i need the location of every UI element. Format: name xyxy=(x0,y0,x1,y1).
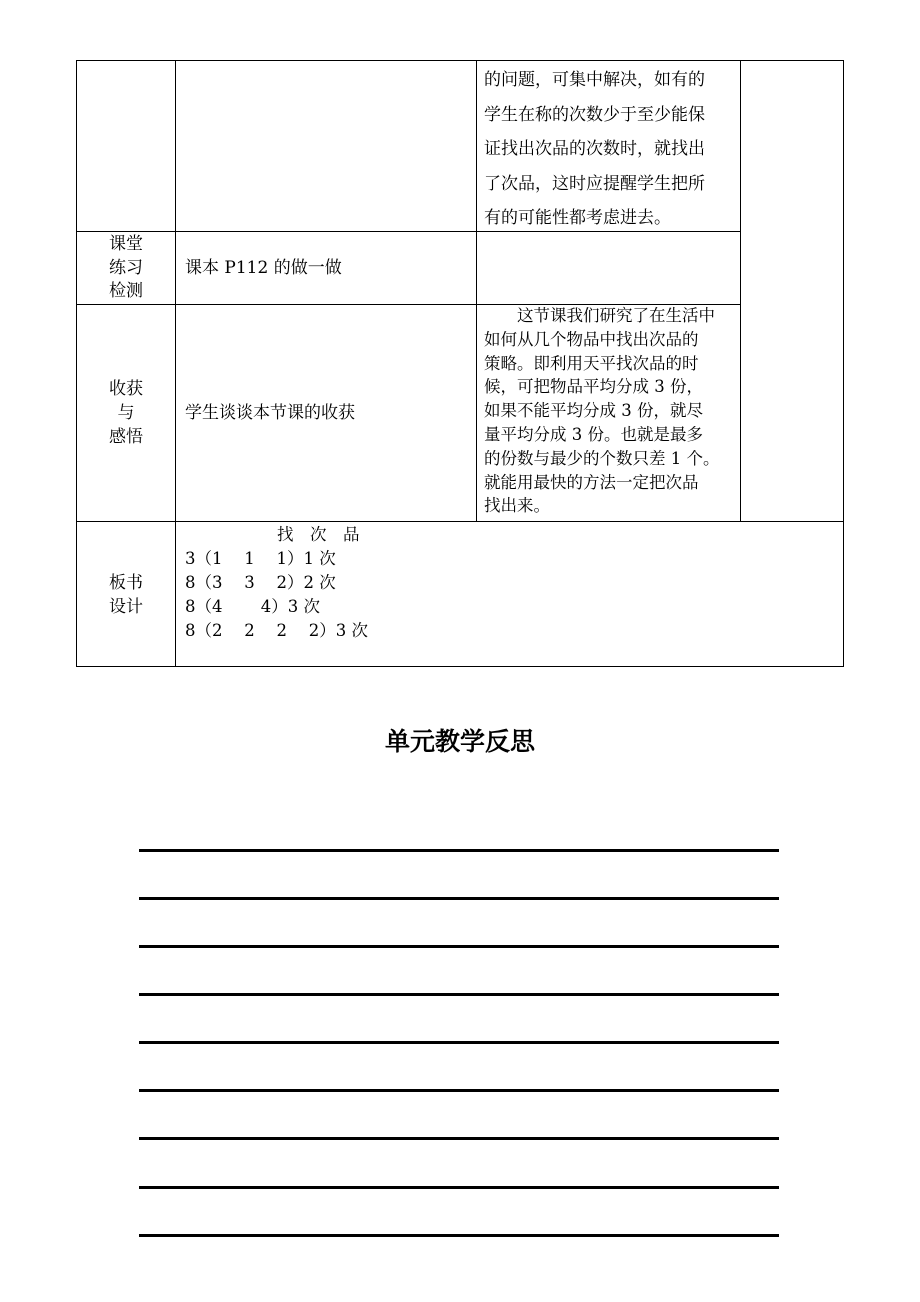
table-top-border xyxy=(76,60,843,61)
board-line: 8（3 3 2）2 次 xyxy=(185,573,336,592)
row3-label: 收获 与 感悟 xyxy=(109,379,143,447)
text-line: 策略。即利用天平找次品的时 xyxy=(484,353,699,373)
text-line: 学生在称的次数少于至少能保 xyxy=(484,104,705,125)
row2-label: 课堂 练习 检测 xyxy=(109,234,143,301)
table-right-border xyxy=(843,60,844,667)
row-divider-3 xyxy=(76,521,843,522)
text-line: 的份数与最少的个数只差 1 个。 xyxy=(484,448,720,468)
text-line: 了次品，这时应提醒学生把所 xyxy=(484,173,705,194)
text-line: 如何从几个物品中找出次品的 xyxy=(484,329,699,349)
row1-method-text xyxy=(484,63,705,236)
text-line: 找出来。 xyxy=(484,496,550,516)
row2-content: 课本 P112 的做一做 xyxy=(185,258,342,278)
text-line: 量平均分成 3 份。也就是最多 xyxy=(484,424,703,444)
text-line: 候，可把物品平均分成 3 份， xyxy=(484,377,703,397)
content-column-divider xyxy=(476,60,477,521)
text-line: 如果不能平均分成 3 份，就尽 xyxy=(484,401,703,421)
writing-line xyxy=(139,945,779,948)
row3-summary-text xyxy=(484,304,720,518)
writing-line xyxy=(139,1089,779,1092)
row4-label: 板书 设计 xyxy=(109,573,143,617)
label-column-divider xyxy=(175,60,176,667)
text-line: 的问题，可集中解决，如有的 xyxy=(484,70,705,90)
writing-line xyxy=(139,849,779,852)
text-line: 证找出次品的次数时，就找出 xyxy=(484,139,705,159)
writing-line xyxy=(139,897,779,900)
writing-line xyxy=(139,993,779,996)
board-line: 8（4 4）3 次 xyxy=(185,597,320,616)
writing-line xyxy=(139,1234,779,1237)
text-line: 有的可能性都考虑进去。 xyxy=(484,208,671,228)
writing-line xyxy=(139,1186,779,1189)
text-line: 就能用最快的方法一定把次品 xyxy=(484,472,699,492)
board-title: 找 次 品 xyxy=(277,525,360,544)
text-line: 这节课我们研究了在生活中 xyxy=(517,306,715,325)
row3-content: 学生谈谈本节课的收获 xyxy=(185,403,355,423)
table-bottom-border xyxy=(76,666,843,667)
writing-line xyxy=(139,1137,779,1140)
writing-line xyxy=(139,1041,779,1044)
board-line: 8（2 2 2 2）3 次 xyxy=(185,621,368,640)
reflection-title: 单元教学反思 xyxy=(384,727,535,756)
method-column-divider xyxy=(740,60,741,521)
board-design xyxy=(185,523,368,643)
board-line: 3（1 1 1）1 次 xyxy=(185,549,336,568)
